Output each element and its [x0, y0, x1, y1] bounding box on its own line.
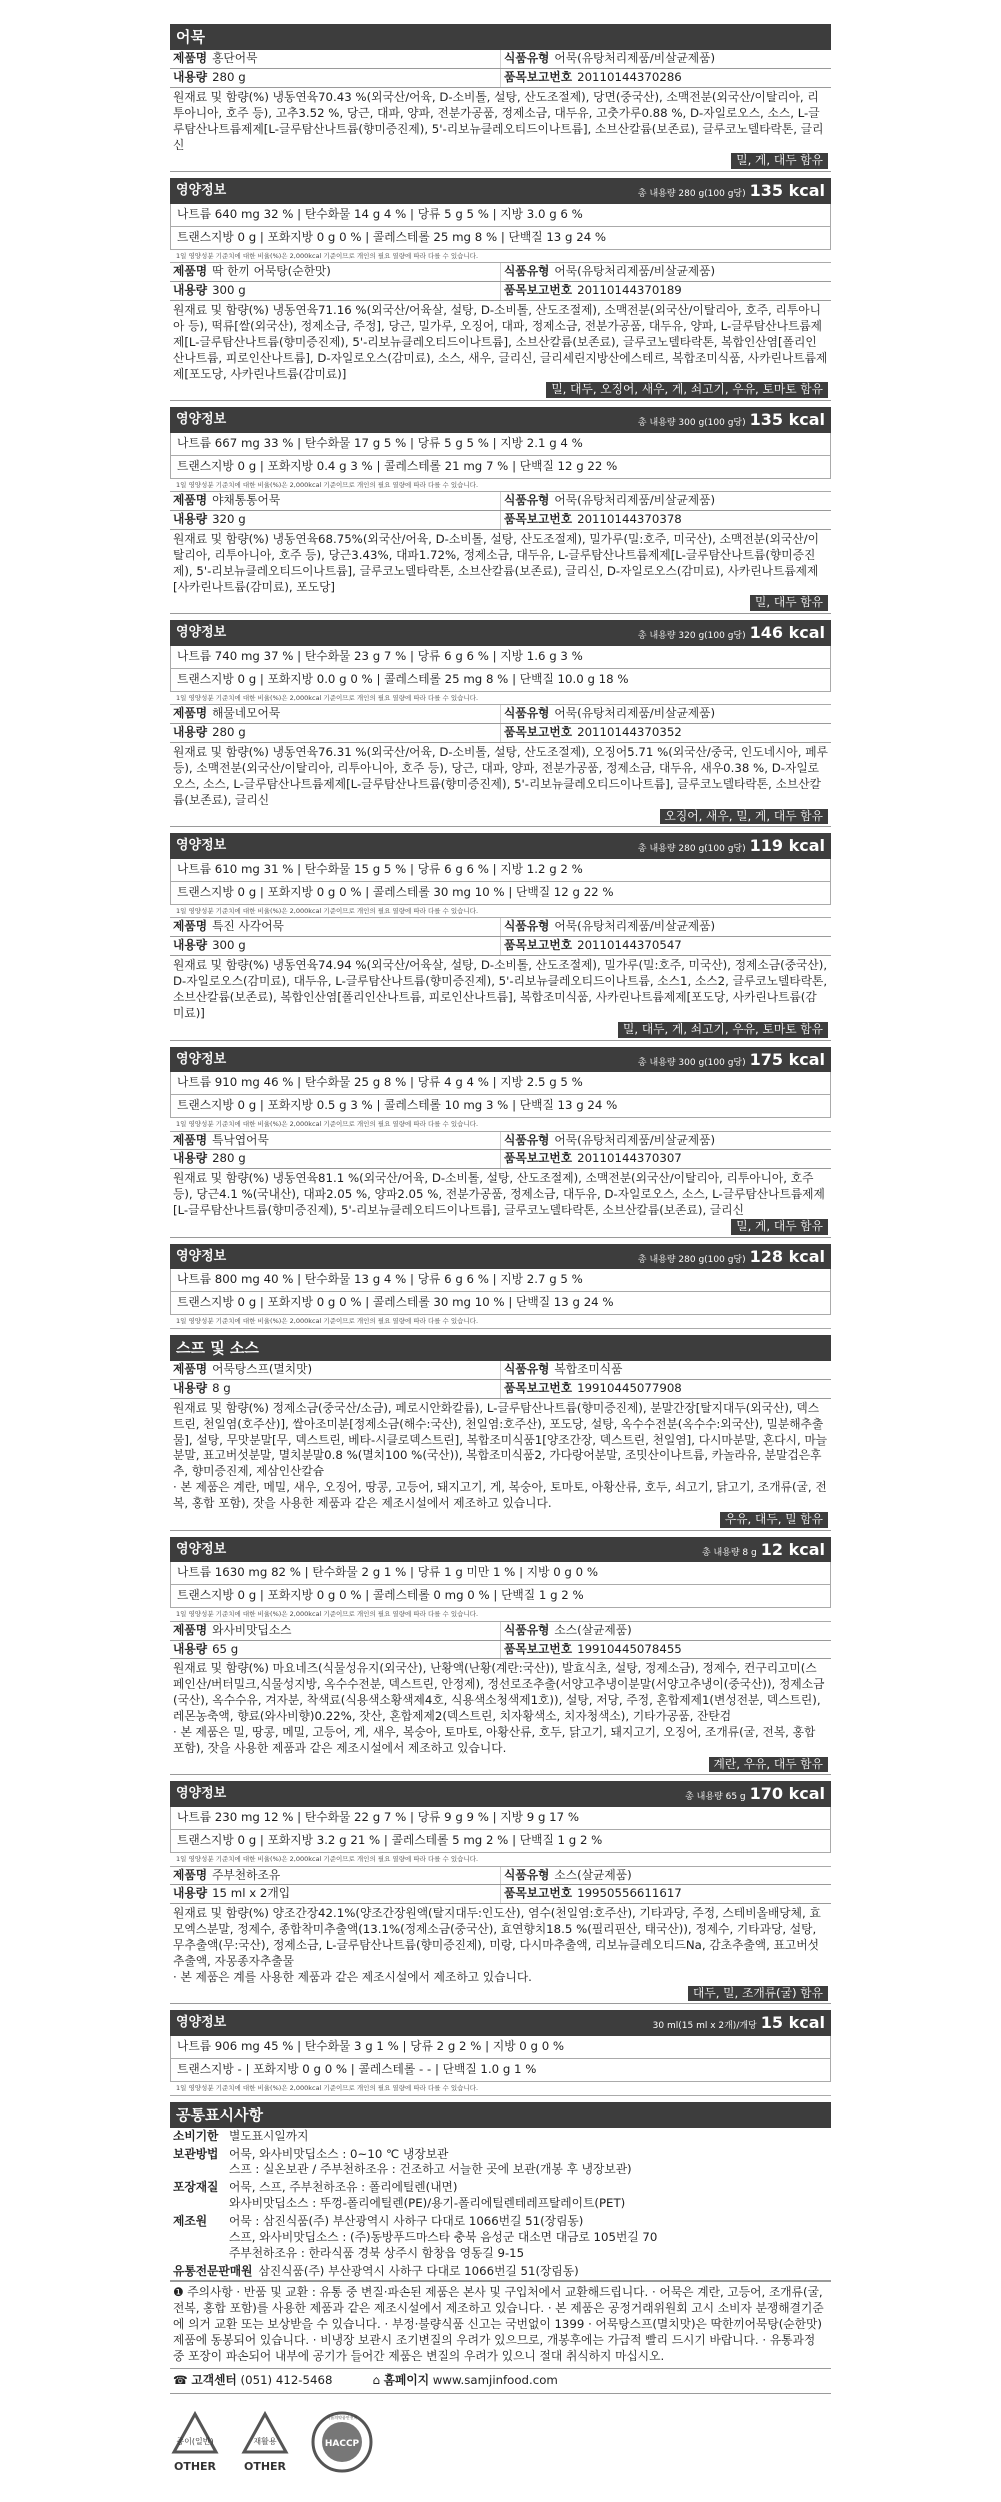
product-weight-row	[170, 1150, 831, 1169]
product-name: 야채통통어묵	[212, 493, 281, 508]
calories: 170 kcal	[749, 1784, 825, 1804]
certification-marks	[170, 2410, 831, 2475]
phone-icon: ☎	[173, 2372, 192, 2387]
nutrition-total	[638, 409, 825, 431]
product-header-row	[170, 705, 831, 724]
weight-cell	[170, 724, 500, 742]
homepage[interactable]: ⌂ 홈페이지 www.samjinfood.com	[372, 2372, 558, 2387]
haccp-icon	[310, 2410, 374, 2474]
report-cell	[500, 69, 831, 87]
maker-row: 제조원 어묵 : 삼진식품(주) 부산광역시 사하구 다대로 1066번길 51(장림동) 스프, 와사비맛딥소스 : (주)동방푸드마스타 충북 음성군 대소면 대금로 105번길 70 주부천하조유 : 한라식품 경북 상주시 함창읍 영동길 9-15	[173, 2214, 658, 2260]
food-type: 어묵(유탕처리제품/비살균제품)	[554, 51, 716, 66]
ingredients-text: 원재료 및 함량(%) 냉동연육71.16 %(외국산/어육살, 설탕, D-소비톨, 산도조절제), 소맥전분(외국산/이탈리아, 호주, 리투아니아 등), 떡류[쌀(외국산), 정제소금, 주정], 당근, 밀가루, 오징어, 대파, 정제소금, 전분가공품, 대두유, 양파, L-글루탐산나트륨제제[L-글루탐산나트륨(향미증진제), 5'-리보뉴클레오티드이나트륨], 소브산칼륨(보존료), 글루코노델타락톤, 복합인산염[폴리인산나트륨, 피로인산나트륨], D-자일로오스(감미료), 소스, 새우, 글리신, 글리세린지방산에스테르, 복합조미식품, 사카린나트륨제제[포도당, 사카린나트륨(감미료)]	[173, 303, 828, 381]
ingredients-block	[170, 88, 831, 172]
nutrition-header	[170, 2010, 831, 2036]
nutrition-title: 영양정보	[176, 625, 227, 641]
nutrition-note: 1일 영양성분 기준치에 대한 비율(%)은 2,000kcal 기준이므로 개인의 필요 열량에 따라 다를 수 있습니다.	[170, 1118, 831, 1132]
calories: 128 kcal	[749, 1246, 825, 1266]
food-type-cell	[500, 1132, 831, 1150]
nutrition-total	[638, 835, 825, 857]
food-type: 어묵(유탕처리제품/비살균제품)	[554, 1132, 716, 1147]
product-name-cell	[170, 1361, 500, 1379]
product-weight-row	[170, 1380, 831, 1399]
product-name: 딱 한끼 어묵탕(순한맛)	[212, 264, 331, 279]
food-type: 어묵(유탕처리제품/비살균제품)	[554, 919, 716, 934]
product-name-cell	[170, 1622, 500, 1640]
total-amount: 30 ml(15 ml x 2개)/개당	[652, 2021, 757, 2032]
product-name-cell	[170, 492, 500, 510]
ingredients-block	[170, 530, 831, 614]
report-label: 품목보고번호	[504, 1886, 573, 1901]
product-header-row	[170, 918, 831, 937]
nutrition-row-1: 나트륨 1630 mg 82 % | 탄수화물 2 g 1 % | 당류 1 g 미만 1 % | 지방 0 g 0 %	[170, 1562, 831, 1585]
nutrition-header	[170, 833, 831, 859]
nutrition-header	[170, 1244, 831, 1270]
label-sheet	[170, 22, 831, 2474]
customer-center: ☎ 고객센터 (051) 412-5468	[173, 2372, 333, 2387]
weight-label: 내용량	[173, 70, 208, 85]
ingredients-text: 원재료 및 함량(%) 냉동연육76.31 %(외국산/어육, D-소비톨, 설탕, 산도조절제), 오징어5.71 %(외국산/중국, 인도네시아, 페루 등), 소맥전분(외국산/이탈리아, 리투아니아, 호주 등), 당근, 대파, 양파, 전분가공품, 정제소금, 대두유, 새우0.38 %, D-자일로오스, 소스, L-글루탐산나트륨제제[L-글루탐산나트륨(향미증진제), 5'-리보뉴클레오티드이나트륨], 글루코노델타락톤, 소브산칼륨(보존료), 글리신	[173, 745, 828, 807]
section-title-sauce: 스프 및 소스	[170, 1335, 831, 1361]
allergen-badge: 우유, 대두, 밀 함유	[720, 1512, 828, 1528]
allergen-badge: 밀, 대두 함유	[750, 595, 828, 611]
product-header-row	[170, 1361, 831, 1380]
report-cell	[500, 282, 831, 300]
report-number: 20110144370286	[577, 70, 682, 85]
product-block	[170, 1622, 831, 1867]
food-type: 어묵(유탕처리제품/비살균제품)	[554, 493, 716, 508]
nutrition-total	[638, 622, 825, 644]
report-cell	[500, 1380, 831, 1398]
product-name: 주부천하조유	[212, 1867, 281, 1882]
total-amount: 총 내용량 280 g(100 g당)	[637, 189, 746, 200]
nutrition-row-1: 나트륨 610 mg 31 % | 탄수화물 15 g 5 % | 당류 6 g 6 % | 지방 1.2 g 2 %	[170, 859, 831, 882]
nutrition-total	[638, 180, 825, 202]
allergen-row	[173, 1512, 828, 1528]
ingredients-block	[170, 1904, 831, 2004]
haccp-mark	[310, 2410, 374, 2474]
report-number: 20110144370189	[577, 283, 682, 298]
nutrition-row-1: 나트륨 740 mg 37 % | 탄수화물 23 g 7 % | 당류 6 g 6 % | 지방 1.6 g 3 %	[170, 646, 831, 669]
weight: 300 g	[212, 938, 246, 953]
nutrition-header	[170, 178, 831, 204]
food-type: 어묵(유탕처리제품/비살균제품)	[554, 264, 716, 279]
weight: 300 g	[212, 283, 246, 298]
product-block	[170, 918, 831, 1131]
nutrition-row-1: 나트륨 906 mg 45 % | 탄수화물 3 g 1 % | 당류 2 g 2 % | 지방 0 g 0 %	[170, 2036, 831, 2059]
product-name-label: 제품명	[173, 706, 208, 721]
report-label: 품목보고번호	[504, 512, 573, 527]
calories: 15 kcal	[760, 2013, 825, 2033]
weight-cell	[170, 1885, 500, 1903]
product-block	[170, 1361, 831, 1622]
weight-label: 내용량	[173, 1886, 208, 1901]
product-weight-row	[170, 282, 831, 301]
report-label: 품목보고번호	[504, 1380, 573, 1395]
product-header-row	[170, 1132, 831, 1151]
food-type-cell	[500, 1361, 831, 1379]
weight-cell	[170, 1380, 500, 1398]
weight-label: 내용량	[173, 725, 208, 740]
total-amount: 총 내용량 320 g(100 g당)	[637, 631, 746, 642]
nutrition-title: 영양정보	[176, 183, 227, 199]
food-type-label: 식품유형	[504, 1622, 550, 1637]
calories: 119 kcal	[749, 836, 825, 856]
product-name-cell	[170, 918, 500, 936]
recycle-icon	[170, 2410, 220, 2460]
allergen-badge: 계란, 우유, 대두 함유	[709, 1757, 828, 1773]
product-name-label: 제품명	[173, 919, 208, 934]
total-amount: 총 내용량 280 g(100 g당)	[637, 1254, 746, 1265]
weight: 8 g	[212, 1380, 231, 1395]
allergen-row	[173, 1757, 828, 1773]
fishcake-list	[170, 50, 831, 1329]
report-label: 품목보고번호	[504, 938, 573, 953]
nutrition-row-2: 트랜스지방 0 g | 포화지방 0 g 0 % | 콜레스테롤 30 mg 10 % | 단백질 13 g 24 %	[170, 1292, 831, 1315]
ingredients-block	[170, 956, 831, 1040]
report-number: 20110144370547	[577, 938, 682, 953]
ingredients-text: 원재료 및 함량(%) 냉동연육70.43 %(외국산/어육, D-소비톨, 설탕, 산도조절제), 당면(중국산), 소맥전분(외국산/이탈리아, 리투아니아, 호주 등), 고추3.52 %, 당근, 대파, 양파, 전분가공품, 정제소금, 대두유, 고춧가루0.88 %, D-자일로오스, 소스, L-글루탐산나트륨제제[L-글루탐산나트륨(향미증진제), 5'-리보뉴클레오티드이나트륨], 소브산칼륨(보존료), 글루코노델타락톤, 글리신	[173, 89, 824, 152]
nutrition-note: 1일 영양성분 기준치에 대한 비율(%)은 2,000kcal 기준이므로 개인의 필요 열량에 따라 다를 수 있습니다.	[170, 1608, 831, 1622]
product-block	[170, 263, 831, 492]
total-amount: 총 내용량 300 g(100 g당)	[637, 418, 746, 429]
allergen-row	[173, 1219, 828, 1235]
allergen-row	[173, 1022, 828, 1038]
weight-cell	[170, 511, 500, 529]
nutrition-header	[170, 620, 831, 646]
food-type-label: 식품유형	[504, 1132, 550, 1147]
product-name: 홍단어묵	[212, 51, 258, 66]
nutrition-note: 1일 영양성분 기준치에 대한 비율(%)은 2,000kcal 기준이므로 개인의 필요 열량에 따라 다를 수 있습니다.	[170, 479, 831, 493]
food-type-label: 식품유형	[504, 51, 550, 66]
food-type-label: 식품유형	[504, 493, 550, 508]
report-number: 19910445077908	[577, 1380, 682, 1395]
section-title-fishcake: 어묵	[170, 24, 831, 50]
total-amount: 총 내용량 280 g(100 g당)	[637, 844, 746, 855]
product-header-row	[170, 263, 831, 282]
nutrition-row-2: 트랜스지방 - | 포화지방 0 g 0 % | 콜레스테롤 - - | 단백질 1.0 g 1 %	[170, 2059, 831, 2082]
nutrition-row-1: 나트륨 667 mg 33 % | 탄수화물 17 g 5 % | 당류 5 g 5 % | 지방 2.1 g 4 %	[170, 433, 831, 456]
product-weight-row	[170, 937, 831, 956]
svg-text:재활용: 재활용	[253, 2436, 277, 2446]
ingredients-text: 원재료 및 함량(%) 양조간장42.1%(양조간장원액(탈지대두:인도산), 염수(천일염:호주산), 기타과당, 주정, 스테비올배당체, 효모엑스분말, 정제수, 종합착미추출액(13.1%(정제소금(중국산), 효연향치18.5 %(필리핀산, 태국산)), 정제수, 기타과당, 설탕, 무추출액(무:국산), 정제소금, L-글루탐산나트륨(향미증진제), 미랑, 다시마추출액, 리보뉴클레오티드Na, 감초추출액, 표고버섯추출액, 자몽종자추출물	[173, 1906, 821, 1968]
food-type-label: 식품유형	[504, 706, 550, 721]
allergen-badge: 대두, 밀, 조개류(굴) 함유	[688, 1986, 828, 2002]
total-amount: 총 내용량 8 g	[701, 1547, 757, 1558]
nutrition-row-1: 나트륨 640 mg 32 % | 탄수화물 14 g 4 % | 당류 5 g 5 % | 지방 3.0 g 6 %	[170, 204, 831, 227]
product-weight-row	[170, 511, 831, 530]
weight: 320 g	[212, 512, 246, 527]
weight-label: 내용량	[173, 283, 208, 298]
allergen-badge: 밀, 게, 대두 함유	[731, 1219, 828, 1235]
nutrition-total	[702, 1539, 825, 1561]
svg-text:HACCP: HACCP	[324, 2439, 360, 2450]
weight: 15 ml x 2개입	[212, 1886, 291, 1901]
product-name-label: 제품명	[173, 1867, 208, 1882]
recycle-mark-1: 종이(일반) OTHER	[170, 2410, 220, 2475]
report-label: 품목보고번호	[504, 725, 573, 740]
ingredients-text: 원재료 및 함량(%) 정제소금(중국산/소금), 페로시안화칼륨), L-글루탐산나트륨(향미증진제), 분말간장[탈지대두(외국산), 덱스트린, 천일염(호주산)], 쌀아조미분[정제소금(해수:국산), 천일염:호주산), 포도당, 설탕, 옥수수전분(옥수수:외국산), 밀분해추출물], 설탕, 무맛분말[무, 덱스트린, 베타-시클로덱스트린], 복합조미식품1[양조간장, 덱스트린, 천일염], 다시마분말, 혼다시, 마늘분말, 표고버섯분말, 멸치분말0.8 %(멸치100 %(국산)), 복합조미식품2, 가다랑어분말, 조밋산이나트륨, 카놀라유, 분말겁은후추, 향미증진제, 제삼인산칼슘	[173, 1400, 828, 1479]
report-label: 품목보고번호	[504, 1641, 573, 1656]
seller-row: 유통전문판매원 삼진식품(주) 부산광역시 사하구 다대로 1066번길 51(장림동)	[173, 2263, 579, 2278]
product-name-cell	[170, 263, 500, 281]
food-type-cell	[500, 50, 831, 68]
allergen-badge: 밀, 대두, 게, 쇠고기, 우유, 토마토 함유	[618, 1022, 828, 1038]
nutrition-row-1: 나트륨 230 mg 12 % | 탄수화물 22 g 7 % | 당류 9 g 9 % | 지방 9 g 17 %	[170, 1807, 831, 1830]
total-amount: 총 내용량 65 g	[685, 1792, 746, 1803]
recycle-icon	[240, 2410, 290, 2460]
allergen-row	[173, 382, 828, 398]
report-label: 품목보고번호	[504, 283, 573, 298]
expiry-row: 소비기한 별도표시일까지	[173, 2128, 309, 2143]
report-cell	[500, 1641, 831, 1659]
calories: 135 kcal	[749, 181, 825, 201]
nutrition-note: 1일 영양성분 기준치에 대한 비율(%)은 2,000kcal 기준이므로 개인의 필요 열량에 따라 다를 수 있습니다.	[170, 905, 831, 919]
food-type-label: 식품유형	[504, 1867, 550, 1882]
weight-cell	[170, 1150, 500, 1168]
product-name-label: 제품명	[173, 1622, 208, 1637]
nutrition-title: 영양정보	[176, 1051, 227, 1067]
nutrition-title: 영양정보	[176, 1541, 227, 1557]
caution-icon: ❶	[173, 2285, 188, 2300]
nutrition-title: 영양정보	[176, 2015, 227, 2031]
weight-cell	[170, 282, 500, 300]
nutrition-row-2: 트랜스지방 0 g | 포화지방 3.2 g 21 % | 콜레스테롤 5 mg 2 % | 단백질 1 g 2 %	[170, 1830, 831, 1853]
home-icon: ⌂	[372, 2372, 384, 2387]
ingredients-block	[170, 1399, 831, 1531]
nutrition-total	[638, 1049, 825, 1071]
product-name: 어묵탕스프(멸치맛)	[212, 1362, 313, 1377]
product-name: 와사비맛딥소스	[212, 1622, 292, 1637]
nutrition-row-1: 나트륨 910 mg 46 % | 탄수화물 25 g 8 % | 당류 4 g 4 % | 지방 2.5 g 5 %	[170, 1072, 831, 1095]
product-block	[170, 492, 831, 705]
weight: 280 g	[212, 1151, 246, 1166]
report-cell	[500, 511, 831, 529]
food-type-label: 식품유형	[504, 264, 550, 279]
product-name-cell	[170, 1132, 500, 1150]
nutrition-row-2: 트랜스지방 0 g | 포화지방 0 g 0 % | 콜레스테롤 30 mg 10 % | 단백질 12 g 22 %	[170, 882, 831, 905]
calories: 146 kcal	[749, 623, 825, 643]
product-block	[170, 50, 831, 263]
product-block	[170, 1132, 831, 1329]
food-type: 소스(살균제품)	[554, 1867, 632, 1882]
nutrition-row-2: 트랜스지방 0 g | 포화지방 0 g 0 % | 콜레스테롤 25 mg 8 % | 단백질 13 g 24 %	[170, 227, 831, 250]
allergen-badge: 밀, 게, 대두 함유	[731, 153, 828, 169]
weight-label: 내용량	[173, 512, 208, 527]
nutrition-title: 영양정보	[176, 412, 227, 428]
sauce-list	[170, 1361, 831, 2095]
product-weight-row	[170, 1885, 831, 1904]
facility-note: · 본 제품은 계란, 메밀, 새우, 오징어, 땅콩, 고등어, 돼지고기, 게, 복숭아, 토마토, 아황산류, 호두, 쇠고기, 닭고기, 조개류(굴, 전복, 홍합 포함), 잣을 사용한 제품과 같은 제조시설에서 제조하고 있습니다.	[173, 1480, 827, 1510]
product-name-cell	[170, 1867, 500, 1885]
report-number: 19950556611617	[577, 1886, 682, 1901]
nutrition-total	[685, 1783, 825, 1805]
nutrition-header	[170, 1537, 831, 1563]
weight-label: 내용량	[173, 1380, 208, 1395]
product-name: 특진 사각어묵	[212, 919, 284, 934]
common-info	[170, 2128, 831, 2282]
report-number: 19910445078455	[577, 1641, 682, 1656]
report-label: 품목보고번호	[504, 70, 573, 85]
product-header-row	[170, 1622, 831, 1641]
weight: 280 g	[212, 725, 246, 740]
product-name-label: 제품명	[173, 264, 208, 279]
food-type-label: 식품유형	[504, 1362, 550, 1377]
nutrition-note: 1일 영양성분 기준치에 대한 비율(%)은 2,000kcal 기준이므로 개인의 필요 열량에 따라 다를 수 있습니다.	[170, 1315, 831, 1329]
ingredients-block	[170, 1659, 831, 1775]
product-name-cell	[170, 705, 500, 723]
report-cell	[500, 1150, 831, 1168]
report-cell	[500, 1885, 831, 1903]
nutrition-note: 1일 영양성분 기준치에 대한 비율(%)은 2,000kcal 기준이므로 개인의 필요 열량에 따라 다를 수 있습니다.	[170, 2082, 831, 2096]
nutrition-row-1: 나트륨 800 mg 40 % | 탄수화물 13 g 4 % | 당류 6 g 6 % | 지방 2.7 g 5 %	[170, 1269, 831, 1292]
ingredients-block	[170, 743, 831, 827]
food-type-cell	[500, 492, 831, 510]
nutrition-title: 영양정보	[176, 1786, 227, 1802]
nutrition-row-2: 트랜스지방 0 g | 포화지방 0 g 0 % | 콜레스테롤 0 mg 0 % | 단백질 1 g 2 %	[170, 1585, 831, 1608]
allergen-row	[173, 1986, 828, 2002]
ingredients-block	[170, 1169, 831, 1237]
nutrition-note: 1일 영양성분 기준치에 대한 비율(%)은 2,000kcal 기준이므로 개인의 필요 열량에 따라 다를 수 있습니다.	[170, 1853, 831, 1867]
food-type-label: 식품유형	[504, 919, 550, 934]
ingredients-text: 원재료 및 함량(%) 마요네즈(식물성유지(외국산), 난황액(난황(계란:국산)), 발효식초, 설탕, 정제소금), 정제수, 컨구리고미(스페인산/버터밀크,식물성지방, 옥수수전분, 덱스트린, 안정제), 정선로조추출(서양고추냉이분말(서양고추냉이(중국산)), 정제소금(국산), 옥수수유, 겨자분, 착색료(식용색소황색제4호, 식용색소청색제1호)), 설탕, 저당, 주정, 혼합제제1(변성전분, 덱스트린), 레몬농축액, 향료(와사비향)0.22%, 잣산, 혼합제제2(덱스트린, 치자황색소, 치자청색소), 기타가공품, 잔탄검	[173, 1661, 825, 1724]
product-header-row	[170, 1867, 831, 1886]
weight-label: 내용량	[173, 1151, 208, 1166]
nutrition-title: 영양정보	[176, 838, 227, 854]
weight-cell	[170, 1641, 500, 1659]
food-type: 소스(살균제품)	[554, 1622, 632, 1637]
product-name-label: 제품명	[173, 1132, 208, 1147]
nutrition-title: 영양정보	[176, 1248, 227, 1264]
product-name-label: 제품명	[173, 493, 208, 508]
product-name-label: 제품명	[173, 1362, 208, 1377]
report-number: 20110144370352	[577, 725, 682, 740]
ingredients-text: 원재료 및 함량(%) 냉동연육81.1 %(외국산/어육, D-소비톨, 설탕, 산도조절제), 소맥전분(외국산/이탈리아, 리투아니아, 호주 등), 당근4.1 %(국내산), 대파2.05 %, 양파2.05 %, 전분가공품, 정제소금, 대두유, D-자일로오스, 소스, L-글루탐산나트륨제제[L-글루탐산나트륨(향미증진제), 5'-리보뉴클레오티드이나트륨], 글루코노델타락톤, 소브산칼륨(보존료), 글리신	[173, 1171, 825, 1218]
recycle-mark-2: 재활용 OTHER	[240, 2410, 290, 2475]
contact-row	[170, 2369, 831, 2394]
nutrition-note: 1일 영양성분 기준치에 대한 비율(%)은 2,000kcal 기준이므로 개인의 필요 열량에 따라 다를 수 있습니다.	[170, 692, 831, 706]
ingredients-text: 원재료 및 함량(%) 냉동연육68.75%(외국산/어육, D-소비톨, 설탕, 산도조절제), 밀가루(밀:호주, 미국산), 소맥전분(외국산/이탈리아, 리투아니아, 호주 등), 당근3.43%, 대파1.72%, 정제소금, 대두유, L-글루탐산나트륨제제[L-글루탐산나트륨(향미증진제), 5'-리보뉴클레오티드이나트륨], 글루코노델타락톤, 소브산칼륨(보존료), 글리신, D-자일로오스(감미료), 사카린나트륨제제[사카린나트륨(감미료), 포도당]	[173, 532, 819, 594]
weight: 280 g	[212, 70, 246, 85]
section-title-common: 공통표시사항	[170, 2102, 831, 2128]
weight-label: 내용량	[173, 1641, 208, 1656]
nutrition-header	[170, 1047, 831, 1073]
allergen-badge: 밀, 대두, 오징어, 새우, 게, 쇠고기, 우유, 토마토 함유	[546, 382, 828, 398]
product-name-cell	[170, 50, 500, 68]
product-block	[170, 705, 831, 918]
calories: 12 kcal	[760, 1539, 825, 1559]
report-label: 품목보고번호	[504, 1151, 573, 1166]
total-amount: 총 내용량 300 g(100 g당)	[637, 1057, 746, 1068]
svg-text:종이(일반): 종이(일반)	[176, 2436, 214, 2446]
nutrition-row-2: 트랜스지방 0 g | 포화지방 0.4 g 3 % | 콜레스테롤 21 mg 7 % | 단백질 12 g 22 %	[170, 456, 831, 479]
food-type-cell	[500, 705, 831, 723]
product-block	[170, 1867, 831, 2096]
nutrition-header	[170, 407, 831, 433]
product-name: 특낙엽어묵	[212, 1132, 269, 1147]
ingredients-block	[170, 301, 831, 401]
food-type: 어묵(유탕처리제품/비살균제품)	[554, 706, 716, 721]
food-type-cell	[500, 1867, 831, 1885]
ingredients-text: 원재료 및 함량(%) 냉동연육74.94 %(외국산/어육살, 설탕, D-소비톨, 산도조절제), 밀가루(밀:호주, 미국산), 정제소금(중국산), D-자일로오스(감미료), 대두유, L-글루탐산나트륨(향미증진제), 5'-리보뉴클레오티드이나트륨, 소스1, 소스2, 글루코노델타락톤, 소브산칼륨(보존료), 복합인산염[폴리인산나트륨, 피로인산나트륨], 복합조미식품, 사카린나트륨제제[포도당, 사카린나트륨(감미료)]	[173, 958, 828, 1020]
product-weight-row	[170, 724, 831, 743]
nutrition-row-2: 트랜스지방 0 g | 포화지방 0.0 g 0 % | 콜레스테롤 25 mg 8 % | 단백질 10.0 g 18 %	[170, 669, 831, 692]
packaging-row: 포장재질 어묵, 스프, 주부천하조유 : 폴리에틸렌(내면) 와사비맛딥소스 : 뚜껑-폴리에틸렌(PE)/용기-폴리에틸렌테레프탈레이트(PET)	[173, 2180, 626, 2211]
storage-row: 보관방법 어묵, 와사비맛딥소스 : 0~10 ℃ 냉장보관 스프 : 실온보관 / 주부천하조유 : 건조하고 서늘한 곳에 보관(개봉 후 냉장보관)	[173, 2146, 632, 2177]
facility-note: · 본 제품은 밀, 땅콩, 메밀, 고등어, 게, 새우, 복숭아, 토마토, 아황산류, 호두, 닭고기, 돼지고기, 오징어, 조개류(굴, 전복, 홍합 포함), 잣을 사용한 제품과 같은 제조시설에서 제조하고 있습니다.	[173, 1724, 816, 1755]
weight-cell	[170, 69, 500, 87]
nutrition-row-2: 트랜스지방 0 g | 포화지방 0.5 g 3 % | 콜레스테롤 10 mg 3 % | 단백질 13 g 24 %	[170, 1095, 831, 1118]
food-type-cell	[500, 263, 831, 281]
weight: 65 g	[212, 1641, 239, 1656]
nutrition-header	[170, 1781, 831, 1807]
report-number: 20110144370378	[577, 512, 682, 527]
calories: 135 kcal	[749, 410, 825, 430]
product-header-row	[170, 50, 831, 69]
nutrition-note: 1일 영양성분 기준치에 대한 비율(%)은 2,000kcal 기준이므로 개인의 필요 열량에 따라 다를 수 있습니다.	[170, 250, 831, 264]
product-weight-row	[170, 69, 831, 88]
nutrition-total	[638, 1246, 825, 1268]
food-type-cell	[500, 918, 831, 936]
food-type: 복합조미식품	[554, 1362, 623, 1377]
report-number: 20110144370307	[577, 1151, 682, 1166]
allergen-badge: 오징어, 새우, 밀, 게, 대두 함유	[660, 809, 828, 825]
product-name: 해물네모어묵	[212, 706, 281, 721]
weight-cell	[170, 937, 500, 955]
product-name-label: 제품명	[173, 51, 208, 66]
svg-text:식품의약품안전처: 식품의약품안전처	[326, 2415, 358, 2421]
calories: 175 kcal	[749, 1049, 825, 1069]
report-cell	[500, 937, 831, 955]
facility-note: · 본 제품은 계를 사용한 제품과 같은 제조시설에서 제조하고 있습니다.	[173, 1969, 532, 1984]
food-type-cell	[500, 1622, 831, 1640]
allergen-row	[173, 153, 828, 169]
product-header-row	[170, 492, 831, 511]
weight-label: 내용량	[173, 938, 208, 953]
allergen-row	[173, 809, 828, 825]
report-cell	[500, 724, 831, 742]
caution-text: ❶ 주의사항 · 반품 및 교환 : 유통 중 변질·파손된 제품은 본사 및 구입처에서 교환해드립니다. · 어묵은 계란, 고등어, 조개류(굴, 전복, 홍합 포함)를 사용한 제품과 같은 제조시설에서 제조하고 있습니다. · 본 제품은 공정거래위원회 고시 소비자 분쟁해결기준에 의거 교환 또는 보상받을 수 있습니다. · 부정·불량식품 신고는 국번없이 1399 · 어묵탕스프(멸치맛)은 딱한끼어묵탕(순한맛) 제품에 동봉되어 있습니다. · 비냉장 보관시 조기변질의 우려가 있으므로, 개봉후에는 가급적 빨리 드시기 바랍니다. · 유통과정 중 포장이 파손되어 내부에 공기가 들어간 제품은 변질의 우려가 있으니 절대 취식하지 마십시오.	[170, 2281, 831, 2368]
allergen-row	[173, 595, 828, 611]
product-weight-row	[170, 1641, 831, 1660]
nutrition-total	[653, 2012, 825, 2034]
